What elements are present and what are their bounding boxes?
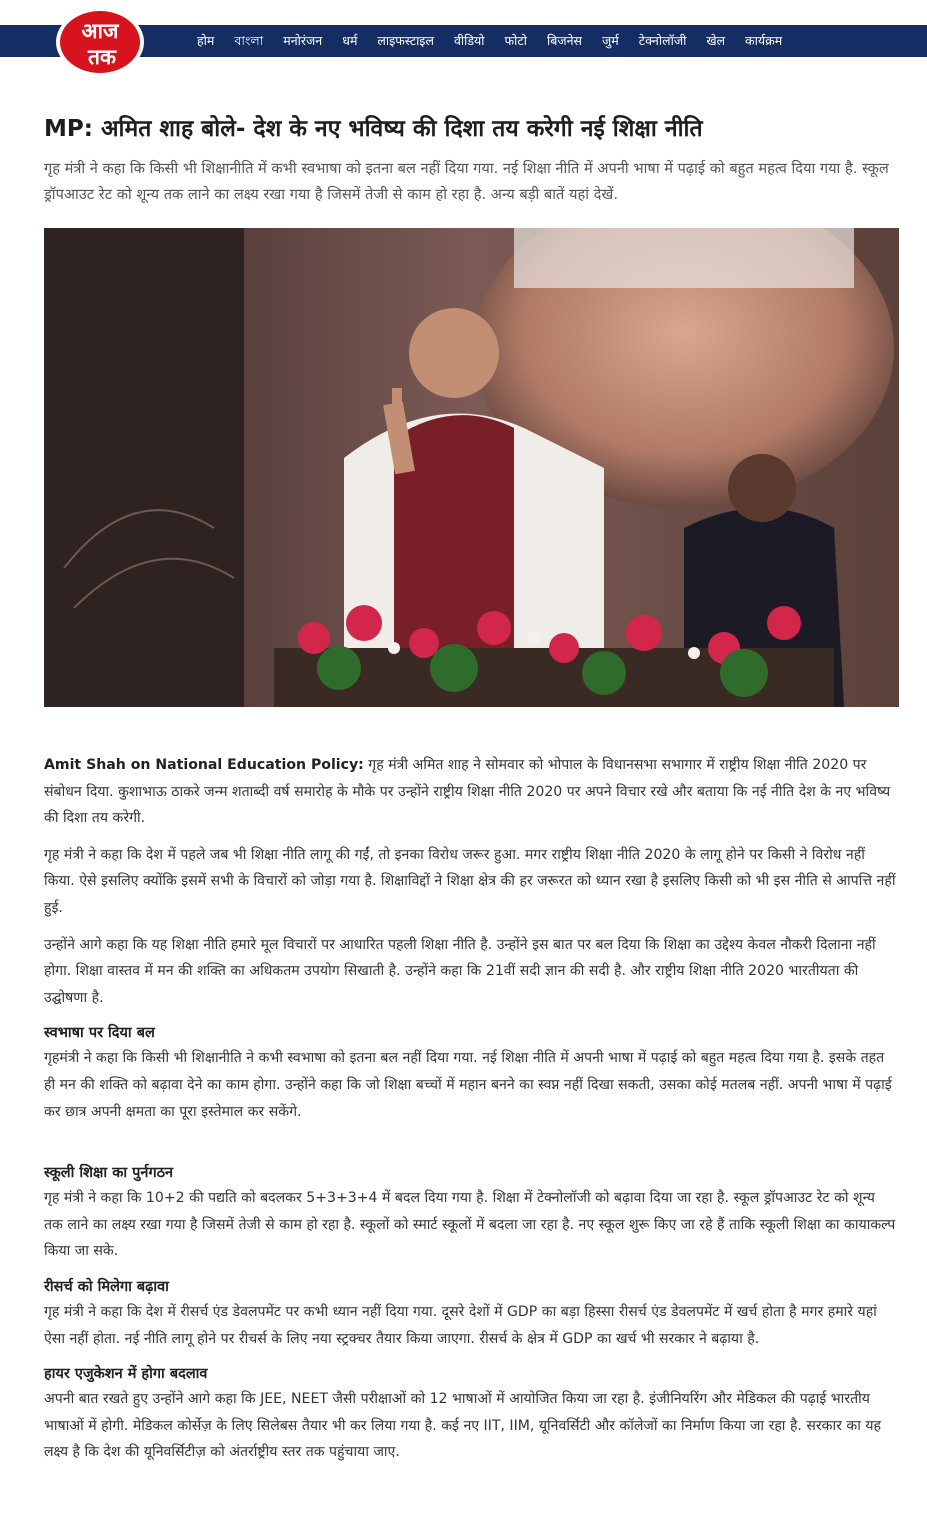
section-heading: स्कूली शिक्षा का पुर्नगठन bbox=[44, 1165, 174, 1182]
article-paragraph: उन्होंने आगे कहा कि यह शिक्षा नीति हमारे मूल विचारों पर आधारित पहली शिक्षा नीति है. उन्होंने इस बात पर बल दिया कि शिक्षा का उद्देश्य केवल नौकरी दिलाना नहीं होगा. शिक्षा वास्तव में मन की शक्ति का अधिकतम उपयोग सिखाती है. उन्होंने कहा कि 21वीं सदी ज्ञान की सदी है. और राष्ट्रीय शिक्षा नीति 2020 भारतीयता की उद्घोषणा है. bbox=[44, 936, 876, 1006]
svg-text:आज: आज bbox=[81, 19, 119, 43]
nav-item-technology[interactable]: टेक्नोलॉजी bbox=[638, 33, 687, 48]
nav-item-home[interactable]: होम bbox=[197, 33, 215, 48]
section-heading: हायर एजुकेशन में होगा बदलाव bbox=[44, 1366, 208, 1383]
svg-text:तक: तक bbox=[87, 45, 117, 69]
nav-item-entertainment[interactable]: मनोरंजन bbox=[283, 33, 323, 48]
lead-text: गृह मंत्री अमित शाह ने सोमवार को भोपाल के विधानसभा सभागार में राष्ट्रीय शिक्षा नीति 2020 पर संबोधन दिया. कुशाभाऊ ठाकरे जन्म शताब्दी वर्ष समारोह के मौके पर उन्होंने राष्ट्रीय शिक्षा नीति 2020 पर अपने विचार रखे और बताया कि नई नीति देश के नए भविष्य की दिशा तय करेगी. bbox=[44, 757, 891, 827]
article-summary: गृह मंत्री ने कहा कि किसी भी शिक्षानीति में कभी स्वभाषा को इतना बल नहीं दिया गया. नई शिक्षा नीति में अपनी भाषा में पढ़ाई को बहुत महत्व दिया गया है. स्कूल ड्रॉपआउट रेट को शून्य तक लाने का लक्ष्य रखा गया है जिसमें तेजी से काम हो रहा है. अन्य बड़ी बातें यहां देखें. bbox=[44, 160, 889, 203]
section-heading: स्वभाषा पर दिया बल bbox=[44, 1025, 155, 1042]
article-paragraph: गृहमंत्री ने कहा कि किसी भी शिक्षानीति ने कभी स्वभाषा को इतना बल नहीं दिया गया. नई शिक्षा नीति में अपनी भाषा में पढ़ाई को बहुत महत्व दिया गया है. इसके तहत ही मन की शक्ति को बढ़ावा देने का काम होगा. उन्होंने कहा कि जो शिक्षा बच्चों में महान बनने का स्वप्न नहीं दिखा सकती, उसका कोई मतलब नहीं. अपनी भाषा में पढ़ाई कर छात्र अपनी क्षमता का पूरा इस्तेमाल कर सकेंगे. bbox=[44, 1050, 892, 1120]
nav-item-programs[interactable]: कार्यक्रम bbox=[745, 33, 783, 48]
article-paragraph: गृह मंत्री ने कहा कि देश में पहले जब भी शिक्षा नीति लागू की गईं, तो इनका विरोध जरूर हुआ. मगर राष्ट्रीय शिक्षा नीति 2020 के लागू होने पर किसी ने विरोध नहीं किया. ऐसे इसलिए क्योंकि इसमें सभी के विचारों को जोड़ा गया है. शिक्षाविद्दों ने शिक्षा क्षेत्र की हर जरूरत को ध्यान रखा है इसलिए किसी को भी इस नीति से आपत्ति नहीं हुई. bbox=[44, 846, 896, 916]
aaj-tak-logo[interactable] bbox=[52, 4, 148, 80]
article-paragraph: गृह मंत्री ने कहा कि देश में रीसर्च एंड डेवलपमेंट पर कभी ध्यान नहीं दिया गया. दूसरे देशों में GDP का बड़ा हिस्सा रीसर्च एंड डेवलपमेंट में खर्च होता है मगर हमारे यहां ऐसा नहीं होता. नई नीति लागू होने पर रीचर्स के लिए नया स्ट्रक्चर तैयार किया जाएगा. रीसर्च के क्षेत्र में GDP का खर्च भी सरकार ने बढ़ाया है. bbox=[44, 1303, 877, 1347]
article-headline: MP: अमित शाह बोले- देश के नए भविष्य की दिशा तय करेगी नई शिक्षा नीति bbox=[44, 116, 703, 142]
nav-item-sports[interactable]: खेल bbox=[706, 33, 726, 48]
nav-item-crime[interactable]: जुर्म bbox=[602, 33, 619, 48]
article-paragraph: अपनी बात रखते हुए उन्होंने आगे कहा कि JEE, NEET जैसी परीक्षाओं को 12 भाषाओं में आयोजित किया जा रहा है. इंजीनियरिंग और मेडिकल की पढ़ाई भारतीय भाषाओं में होगी. मेडिकल कोर्सेज़ के लिए सिलेबस तैयार भी कर लिया गया है. कई नए IIT, IIM, यूनिवर्सिटी और कॉलेजों का निर्माण किया जा रहा है. सरकार का यह लक्ष्य है कि देश की यूनिवर्सिटीज़ को अंतर्राष्ट्रीय स्तर तक पहुंचाया जाए. bbox=[44, 1391, 882, 1461]
article-lead-paragraph bbox=[44, 752, 896, 832]
main-nav bbox=[187, 25, 792, 57]
nav-item-religion[interactable]: धर्म bbox=[342, 33, 358, 48]
lead-label: Amit Shah on National Education Policy: bbox=[44, 757, 364, 773]
hero-image bbox=[44, 228, 899, 707]
nav-item-video[interactable]: वीडियो bbox=[453, 33, 485, 48]
nav-item-business[interactable]: बिजनेस bbox=[546, 33, 583, 48]
section-heading: रीसर्च को मिलेगा बढ़ावा bbox=[44, 1278, 169, 1295]
nav-item-lifestyle[interactable]: लाइफस्टाइल bbox=[377, 33, 434, 48]
nav-item-bangla[interactable]: বাংলা bbox=[234, 33, 264, 48]
article-paragraph: गृह मंत्री ने कहा कि 10+2 की पद्यति को बदलकर 5+3+3+4 में बदल दिया गया है. शिक्षा में टेक्नोलॉजी को बढ़ावा दिया जा रहा है. स्कूल ड्रॉपआउट रेट को शून्य तक लाने का लक्ष्य रखा गया है जिसमें तेजी से काम हो रहा है. स्कूलों को स्मार्ट स्कूलों में बदला जा रहा है. नए स्कूल शुरू किए जा रहे हैं ताकि स्कूली शिक्षा का कायाकल्प किया जा सके. bbox=[44, 1190, 896, 1260]
article-body bbox=[44, 752, 896, 1476]
nav-item-photo[interactable]: फोटो bbox=[504, 33, 527, 48]
